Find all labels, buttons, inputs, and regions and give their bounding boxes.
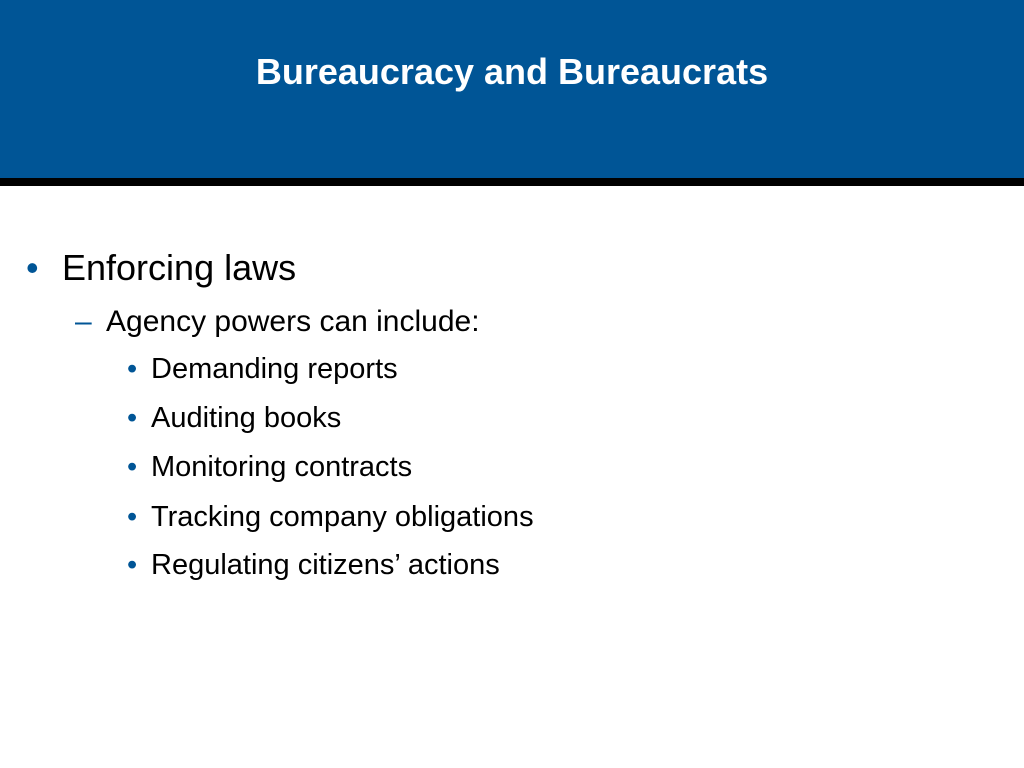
bullet-marker-level3: • bbox=[127, 549, 138, 581]
slide-title: Bureaucracy and Bureaucrats bbox=[255, 51, 769, 92]
bullet-regulating-actions: Regulating citizens’ actions bbox=[151, 549, 500, 581]
bullet-auditing-books: Auditing books bbox=[151, 402, 342, 434]
bullet-marker-level1: • bbox=[26, 247, 39, 288]
bullet-monitoring-contracts: Monitoring contracts bbox=[151, 451, 413, 483]
bullet-marker-level3: • bbox=[127, 501, 138, 533]
bullet-agency-powers: Agency powers can include: bbox=[106, 305, 480, 338]
bullet-marker-level3: • bbox=[127, 451, 138, 483]
bullet-marker-level3: • bbox=[127, 353, 138, 385]
bullet-tracking-obligations: Tracking company obligations bbox=[151, 501, 534, 533]
bullet-enforcing-laws: Enforcing laws bbox=[62, 247, 297, 288]
bullet-demanding-reports: Demanding reports bbox=[151, 353, 398, 385]
bullet-marker-level3: • bbox=[127, 402, 138, 434]
dash-marker-level2: – bbox=[75, 305, 92, 338]
